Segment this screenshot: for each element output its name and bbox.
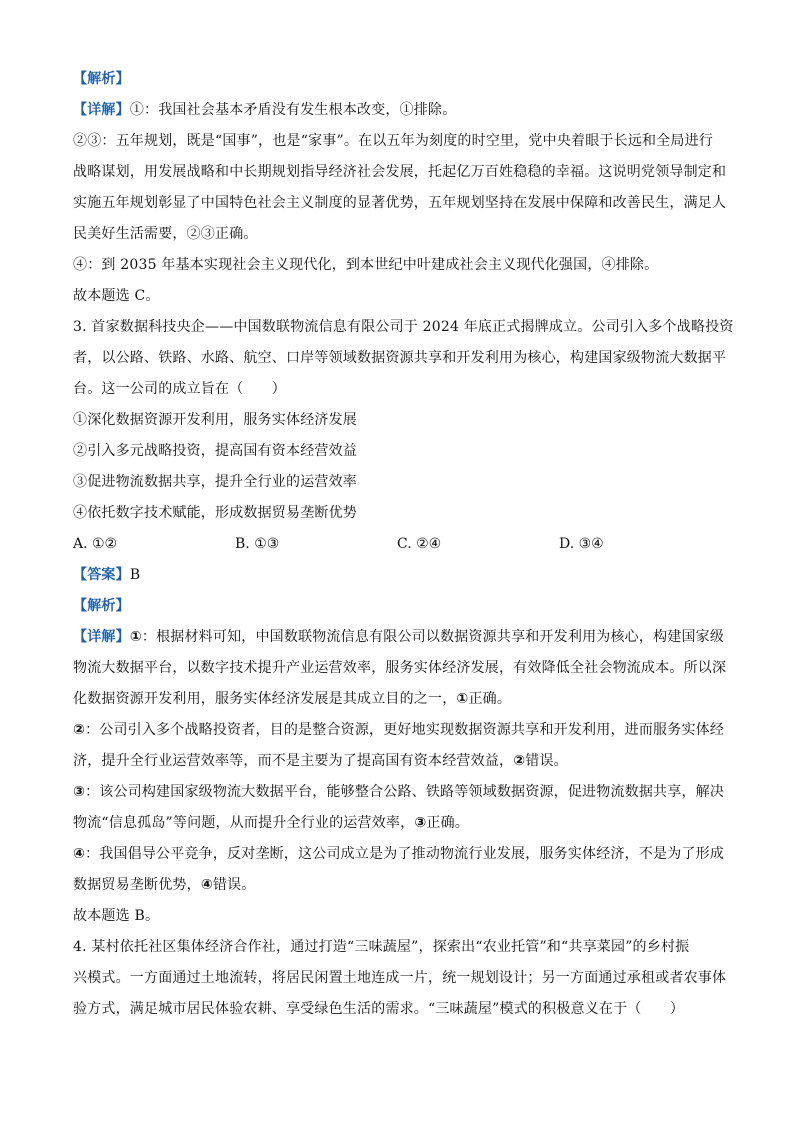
paragraph-line: 战略谋划，用发展战略和中长期规划指导经济社会发展，托起亿万百姓稳稳的幸福。这说明党领导制定和 xyxy=(73,164,727,180)
detail-tag: 【详解】 xyxy=(73,102,130,118)
paragraph-text: ：我国倡导公平竞争，反对垄断，这公司成立是为了推动物流行业发展，服务实体经济，不是为了形成 xyxy=(85,846,725,862)
paragraph-line xyxy=(73,715,725,746)
answer-tag: 【答案】 xyxy=(73,567,130,583)
analysis-heading xyxy=(73,64,721,95)
item-mark: ③ xyxy=(414,815,427,831)
question-stem-line: 4. 某村依托社区集体经济合作社，通过打造“三味蔬屋”，探索出“农业托管”和“共享菜园”的乡村振 xyxy=(73,939,690,955)
option-d: D. ③④ xyxy=(559,536,604,552)
analysis-heading xyxy=(73,591,721,622)
paragraph-line xyxy=(73,746,721,777)
paragraph-text: 错误。 xyxy=(525,753,568,769)
paragraph-line: 民美好生活需要，②③正确。 xyxy=(73,226,258,242)
paragraph-line: ②③：五年规划，既是“国事”，也是“家事”。在以五年为刻度的时空里，党中央着眼于长远和全局进行 xyxy=(73,133,714,149)
detail-text: ：根据材料可知，中国数联物流信息有限公司以数据资源共享和开发利用为核心，构建国家级 xyxy=(141,629,725,645)
paragraph-text: 物流“信息孤岛”等问题，从而提升全行业的运营效率， xyxy=(73,815,415,831)
statement-item: ④依托数字技术赋能，形成数据贸易垄断优势 xyxy=(73,505,357,521)
item-mark: ③ xyxy=(73,784,86,800)
detail-line xyxy=(73,622,725,653)
question-stem-line: 者，以公路、铁路、水路、航空、口岸等领域数据资源共享和开发利用为核心，构建国家级物流大数据平 xyxy=(73,350,727,366)
document-page xyxy=(73,64,734,1025)
paragraph-text: 正确。 xyxy=(426,815,469,831)
conclusion-line: 故本题选 B。 xyxy=(73,908,160,924)
item-mark: ④ xyxy=(200,877,213,893)
option-a: A. ①② xyxy=(73,536,118,552)
item-mark: ② xyxy=(73,722,86,738)
statement-item: ②引入多元战略投资，提高国有资本经营效益 xyxy=(73,443,357,459)
paragraph-line: 物流大数据平台，以数字技术提升产业运营效率，服务实体经济发展，有效降低全社会物流成本。所以深 xyxy=(73,660,727,676)
paragraph-text: 数据贸易垄断优势， xyxy=(73,877,201,893)
paragraph-line: ④：到 2035 年基本实现社会主义现代化，到本世纪中叶建成社会主义现代化强国，④排除。 xyxy=(73,257,659,273)
item-mark: ② xyxy=(513,753,526,769)
answer-options xyxy=(73,529,721,560)
question-stem-line: 兴模式。一方面通过土地流转，将居民闲置土地连成一片，统一规划设计；另一方面通过承租或者农事体 xyxy=(73,970,727,986)
item-mark: ① xyxy=(456,691,469,707)
question-stem-line: 验方式，满足城市居民体验农耕、享受绿色生活的需求。“三味蔬屋”模式的积极意义在于（ ） xyxy=(73,1001,685,1017)
option-c: C. ②④ xyxy=(397,536,442,552)
paragraph-line: 实施五年规划彰显了中国特色社会主义制度的显著优势，五年规划坚持在发展中保障和改善民生，满足人 xyxy=(73,195,727,211)
answer-value: B xyxy=(129,567,141,583)
question-stem-line: 3. 首家数据科技央企——中国数联物流信息有限公司于 2024 年底正式揭牌成立。公司引入多个战略投资 xyxy=(73,319,734,335)
statement-item: ①深化数据资源开发利用，服务实体经济发展 xyxy=(73,412,357,428)
paragraph-line xyxy=(73,870,721,901)
item-mark: ① xyxy=(129,629,142,645)
paragraph-line xyxy=(73,684,721,715)
detail-text: ①：我国社会基本矛盾没有发生根本改变，①排除。 xyxy=(129,102,457,118)
analysis-tag: 【解析】 xyxy=(73,598,130,614)
paragraph-text: 济，提升全行业运营效率等，而不是主要为了提高国有资本经营效益， xyxy=(73,753,514,769)
conclusion-line: 故本题选 C。 xyxy=(73,288,160,304)
paragraph-line xyxy=(73,808,721,839)
answer-line xyxy=(73,560,721,591)
paragraph-line xyxy=(73,777,725,808)
question-stem-line: 台。这一公司的成立旨在（ ） xyxy=(73,381,286,397)
detail-line xyxy=(73,95,721,126)
paragraph-text: 化数据资源开发利用，服务实体经济发展是其成立目的之一， xyxy=(73,691,457,707)
paragraph-text: ：该公司构建国家级物流大数据平台，能够整合公路、铁路等领域数据资源，促进物流数据共享，解决 xyxy=(85,784,725,800)
paragraph-line xyxy=(73,839,725,870)
item-mark: ④ xyxy=(73,846,86,862)
paragraph-text: 错误。 xyxy=(212,877,256,893)
paragraph-text: 正确。 xyxy=(468,691,512,707)
statement-item: ③促进物流数据共享，提升全行业的运营效率 xyxy=(73,474,357,490)
detail-tag: 【详解】 xyxy=(73,629,130,645)
option-b: B. ①③ xyxy=(235,536,280,552)
analysis-tag: 【解析】 xyxy=(73,71,130,87)
paragraph-text: ：公司引入多个战略投资者，目的是整合资源，更好地实现数据资源共享和开发利用，进而服务实体经 xyxy=(85,722,725,738)
